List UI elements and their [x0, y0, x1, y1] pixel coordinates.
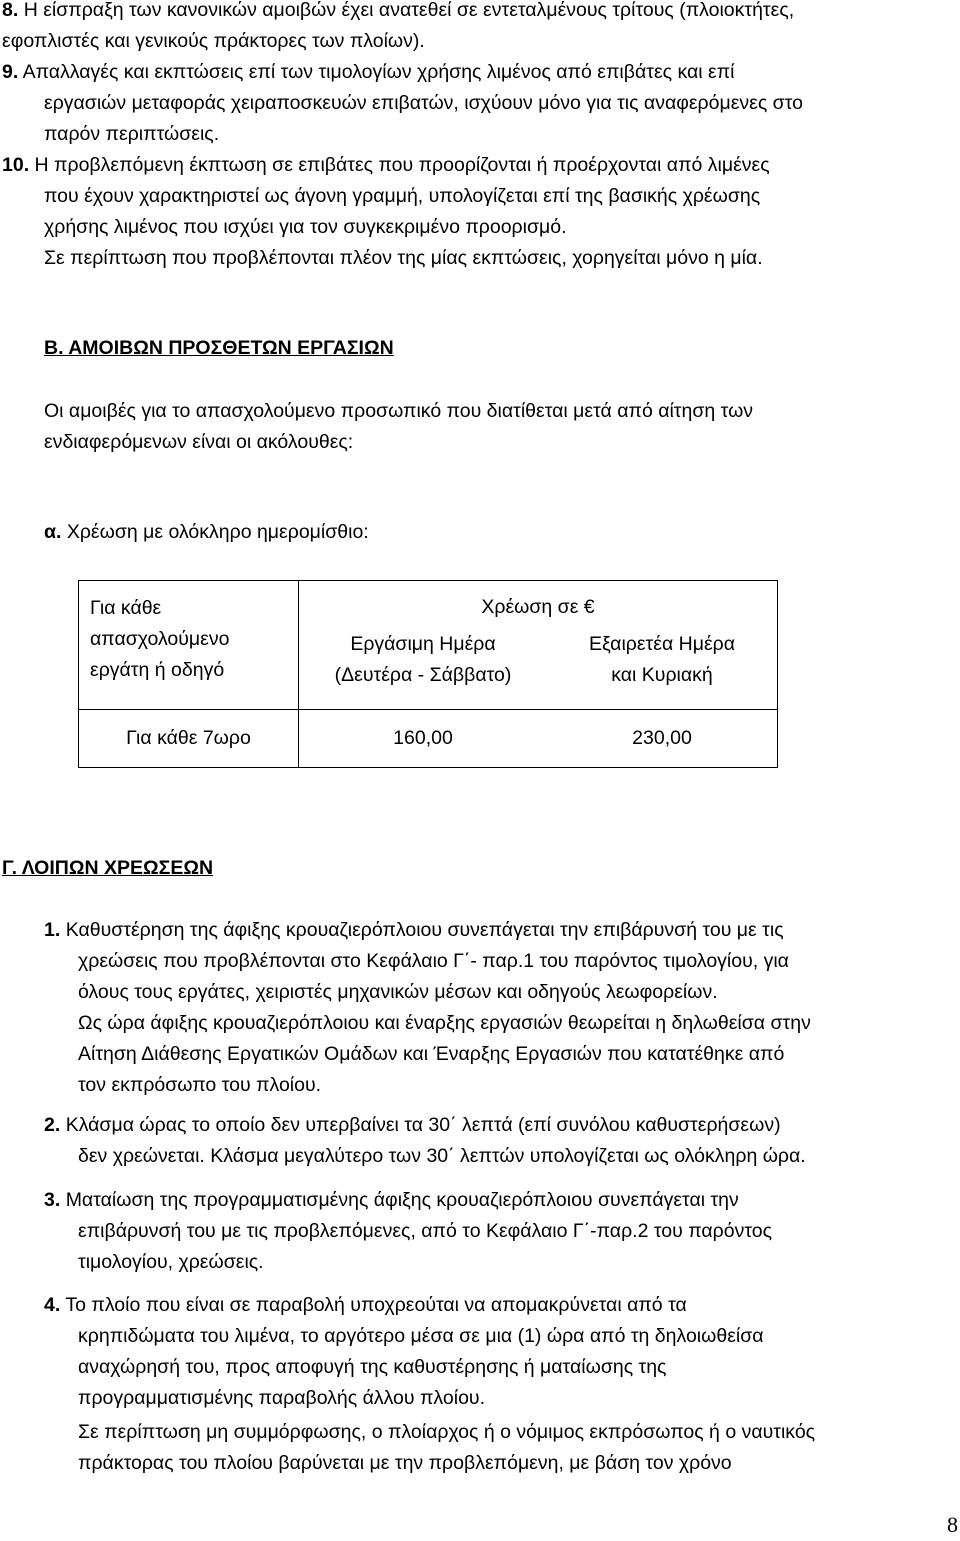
page-number: 8 — [947, 1512, 958, 1537]
item8-text: Η είσπραξη των κανονικών αμοιβών έχει ανατεθεί σε εντεταλμένους τρίτους (πλοιοκτήτες, — [23, 0, 795, 21]
c-item2-line1 — [44, 1109, 781, 1141]
c-item1-text1: Καθυστέρηση της άφιξης κρουαζιερόπλοιου συνεπάγεται την επιβάρυνσή του με τις — [65, 919, 784, 941]
section-b-subtitle — [44, 516, 369, 548]
item10-line3: χρήσης λιμένος που ισχύει για τον συγκεκριμένο προορισμό. — [44, 216, 567, 238]
c-item1-line2: χρεώσεις που προβλέπονται στο Κεφάλαιο Γ΄- παρ.1 του παρόντος τιμολογίου, για — [78, 950, 789, 972]
holiday-header-line1: Εξαιρετέα Ημέρα — [588, 633, 736, 655]
header-worker-line1: Για κάθε — [90, 597, 162, 619]
charge-header-group — [299, 581, 778, 710]
item9-number: 9. — [2, 61, 19, 83]
rates-table — [78, 580, 778, 768]
holiday-header-line2: και Κυριακή — [611, 664, 713, 686]
item9-line3: παρόν περιπτώσεις. — [44, 123, 220, 145]
row-label-7hour: Για κάθε 7ωρο — [79, 710, 299, 768]
header-worker-cell — [79, 581, 299, 710]
c-item3-text1: Ματαίωση της προγραμματισμένης άφιξης κρουαζιερόπλοιου συνεπάγεται την — [65, 1189, 739, 1211]
c-item4-line4: προγραμματισμένης παραβολής άλλου πλοίου. — [78, 1387, 485, 1409]
c-item1-line1 — [44, 914, 784, 946]
c-item3-number: 3. — [44, 1189, 61, 1211]
item10-line4: Σε περίπτωση που προβλέπονται πλέον της μίας εκπτώσεις, χορηγείται μόνο η μία. — [44, 247, 763, 269]
item10-text: Η προβλεπόμενη έκπτωση σε επιβάτες που προορίζονται ή προέρχονται από λιμένες — [34, 154, 770, 176]
section-b-title: Β. ΑΜΟΙΒΩΝ ΠΡΟΣΘΕΤΩΝ ΕΡΓΑΣΙΩΝ — [44, 337, 394, 359]
weekday-header — [299, 629, 547, 709]
c-item4-line6: πράκτορας του πλοίου βαρύνεται με την προβλεπόμενη, με βάση τον χρόνο — [78, 1452, 732, 1474]
c-item4-line5: Σε περίπτωση μη συμμόρφωσης, ο πλοίαρχος ή ο νόμιμος εκπρόσωπος ή ο ναυτικός — [78, 1421, 816, 1443]
c-item1-line4: Ως ώρα άφιξης κρουαζιερόπλοιου και έναρξης εργασιών θεωρείται η δηλωθείσα στην — [78, 1012, 811, 1034]
item8-line1 — [2, 0, 794, 26]
weekday-header-line2: (Δευτέρα - Σάββατο) — [334, 664, 512, 686]
c-item2-line2: δεν χρεώνεται. Κλάσμα μεγαλύτερο των 30΄ λεπτών υπολογίζεται ως ολόκληρη ώρα. — [78, 1145, 806, 1167]
c-item1-line6: τον εκπρόσωπο του πλοίου. — [78, 1074, 322, 1096]
item10-number: 10. — [2, 154, 30, 176]
header-worker-line3: εργάτη ή οδηγό — [90, 659, 225, 681]
holiday-header — [547, 629, 777, 709]
section-b-intro-line2: ενδιαφερόμενων είναι οι ακόλουθες: — [44, 431, 354, 453]
c-item4-line3: αναχώρησή του, προς αποφυγή της καθυστέρησης ή ματαίωσης της — [78, 1356, 667, 1378]
charge-group-title: Χρέωση σε € — [481, 596, 595, 618]
weekday-value: 160,00 — [299, 710, 548, 768]
item8-line2: εφοπλιστές και γενικούς πράκτορες των πλοίων). — [2, 30, 425, 52]
c-item1-number: 1. — [44, 919, 61, 941]
section-b-sub-text: Χρέωση με ολόκληρο ημερομίσθιο: — [66, 521, 369, 543]
item8-number: 8. — [2, 0, 19, 21]
c-item1-line3: όλους τους εργάτες, χειριστές μηχανικών μέσων και οδηγούς λεωφορείων. — [78, 981, 718, 1003]
c-item3-line3: τιμολογίου, χρεώσεις. — [78, 1251, 264, 1273]
section-b-sub-number: α. — [44, 521, 62, 543]
c-item4-line1 — [44, 1289, 687, 1321]
c-item2-number: 2. — [44, 1114, 61, 1136]
section-c-title: Γ. ΛΟΙΠΩΝ ΧΡΕΩΣΕΩΝ — [2, 857, 214, 879]
c-item1-line5: Αίτηση Διάθεσης Εργατικών Ομάδων και Έναρξης Εργασιών που κατατέθηκε από — [78, 1043, 785, 1065]
holiday-value: 230,00 — [547, 710, 778, 768]
c-item4-line2: κρηπιδώματα του λιμένα, το αργότερο μέσα σε μια (1) ώρα από τη δηλοιωθείσα — [78, 1325, 764, 1347]
c-item4-number: 4. — [44, 1294, 61, 1316]
c-item3-line1 — [44, 1184, 739, 1216]
item10-line2: που έχουν χαρακτηριστεί ως άγονη γραμμή, υπολογίζεται επί της βασικής χρέωσης — [44, 185, 761, 207]
item9-line2: εργασιών μεταφοράς χειραποσκευών επιβατών, ισχύουν μόνο για τις αναφερόμενες στο — [44, 92, 803, 114]
section-b-intro-line1: Οι αμοιβές για το απασχολούμενο προσωπικό που διατίθεται μετά από αίτηση των — [44, 400, 754, 422]
c-item4-text1: Το πλοίο που είναι σε παραβολή υποχρεούται να απομακρύνεται από τα — [65, 1294, 687, 1316]
c-item3-line2: επιβάρυνσή του με τις προβλεπόμενες, από το Κεφάλαιο Γ΄-παρ.2 του παρόντος — [78, 1220, 773, 1242]
weekday-header-line1: Εργάσιμη Ημέρα — [350, 633, 496, 655]
c-item2-text1: Κλάσμα ώρας το οποίο δεν υπερβαίνει τα 30΄ λεπτά (επί συνόλου καθυστερήσεων) — [65, 1114, 781, 1136]
header-worker-line2: απασχολούμενο — [90, 628, 230, 650]
item9-line1 — [2, 56, 734, 88]
item9-text: Απαλλαγές και εκπτώσεις επί των τιμολογίων χρήσης λιμένος από επιβάτες και επί — [22, 61, 735, 83]
item10-line1 — [2, 149, 770, 181]
